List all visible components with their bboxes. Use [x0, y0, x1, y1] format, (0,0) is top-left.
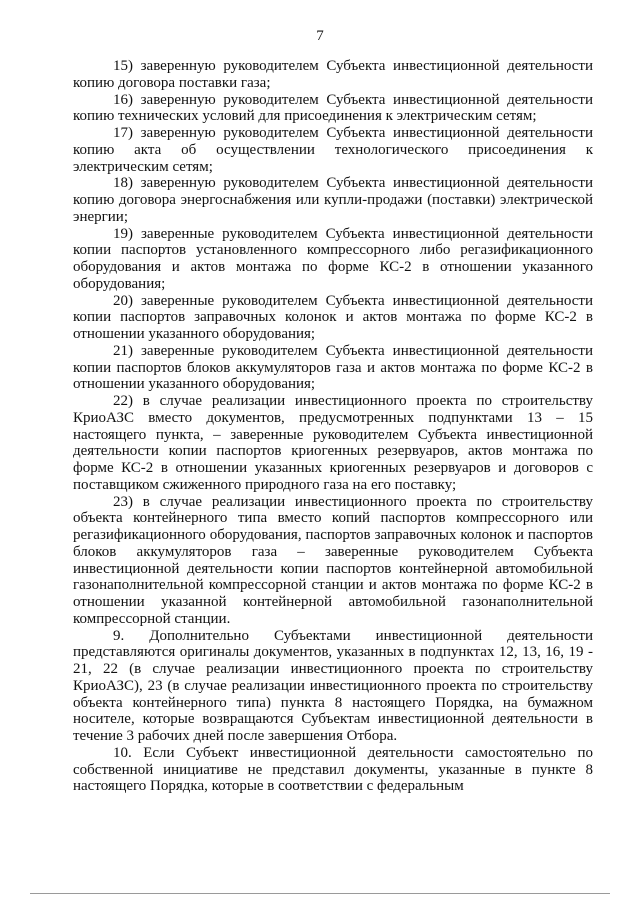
list-item-19: 19) заверенные руководителем Субъекта инвестиционной деятельности копии паспортов установленного компрессорного либо регазификационного оборудования и актов монтажа по форме КС-2 в отношении указанного оборудования; [73, 225, 593, 292]
document-body [73, 58, 593, 795]
clause-10: 10. Если Субъект инвестиционной деятельности самостоятельно по собственной инициативе не представил документы, указанные в пункте 8 настоящего Порядка, которые в соответствии с федеральным [73, 744, 593, 795]
list-item-20: 20) заверенные руководителем Субъекта инвестиционной деятельности копии паспортов заправочных колонок и актов монтажа по форме КС-2 в отношении указанного оборудования; [73, 292, 593, 342]
list-item-22: 22) в случае реализации инвестиционного проекта по строительству КриоАЗС вместо документов, предусмотренных подпунктами 13 – 15 настоящего пункта, – заверенные руководителем Субъекта инвестиционной деятельности копии паспортов криогенных резервуаров, актов монтажа по форме КС-2 в отношении указанных криогенных резервуаров и договоров с поставщиком сжиженного природного газа на его поставку; [73, 393, 593, 493]
bottom-edge-line [30, 893, 610, 894]
list-item-15: 15) заверенную руководителем Субъекта инвестиционной деятельности копию договора поставки газа; [73, 58, 593, 91]
clause-9: 9. Дополнительно Субъектами инвестиционной деятельности представляются оригиналы документов, указанных в подпунктах 12, 13, 16, 19 - 21, 22 (в случае реализации инвестиционного проекта по строительству КриоАЗС), 23 (в случае реализации инвестиционного проекта по строительству объекта контейнерного типа) пункта 8 настоящего Порядка, на бумажном носителе, которые возвращаются Субъектам инвестиционной деятельности в течение 3 рабочих дней после завершения Отбора. [73, 627, 593, 744]
list-item-21: 21) заверенные руководителем Субъекта инвестиционной деятельности копии паспортов блоков аккумуляторов газа и актов монтажа по форме КС-2 в отношении указанного оборудования; [73, 342, 593, 393]
list-item-23: 23) в случае реализации инвестиционного проекта по строительству объекта контейнерного типа вместо копий паспортов компрессорного или регазификационного оборудования, паспортов заправочных колонок и паспортов блоков аккумуляторов газа – заверенные руководителем Субъекта инвестиционной деятельности копии паспортов контейнерной автомобильной газонаполнительной компрессорной станции и актов монтажа по форме КС-2 в отношении указанной контейнерной автомобильной газонаполнительной компрессорной станции. [73, 493, 593, 627]
page-number: 7 [316, 28, 324, 44]
list-item-18: 18) заверенную руководителем Субъекта инвестиционной деятельности копию договора энергоснабжения или купли-продажи (поставки) электрической энергии; [73, 175, 593, 225]
list-item-16: 16) заверенную руководителем Субъекта инвестиционной деятельности копию технических условий для присоединения к электрическим сетям; [73, 91, 593, 125]
list-item-17: 17) заверенную руководителем Субъекта инвестиционной деятельности копию акта об осуществлении технологического присоединения к электрическим сетям; [73, 125, 593, 175]
